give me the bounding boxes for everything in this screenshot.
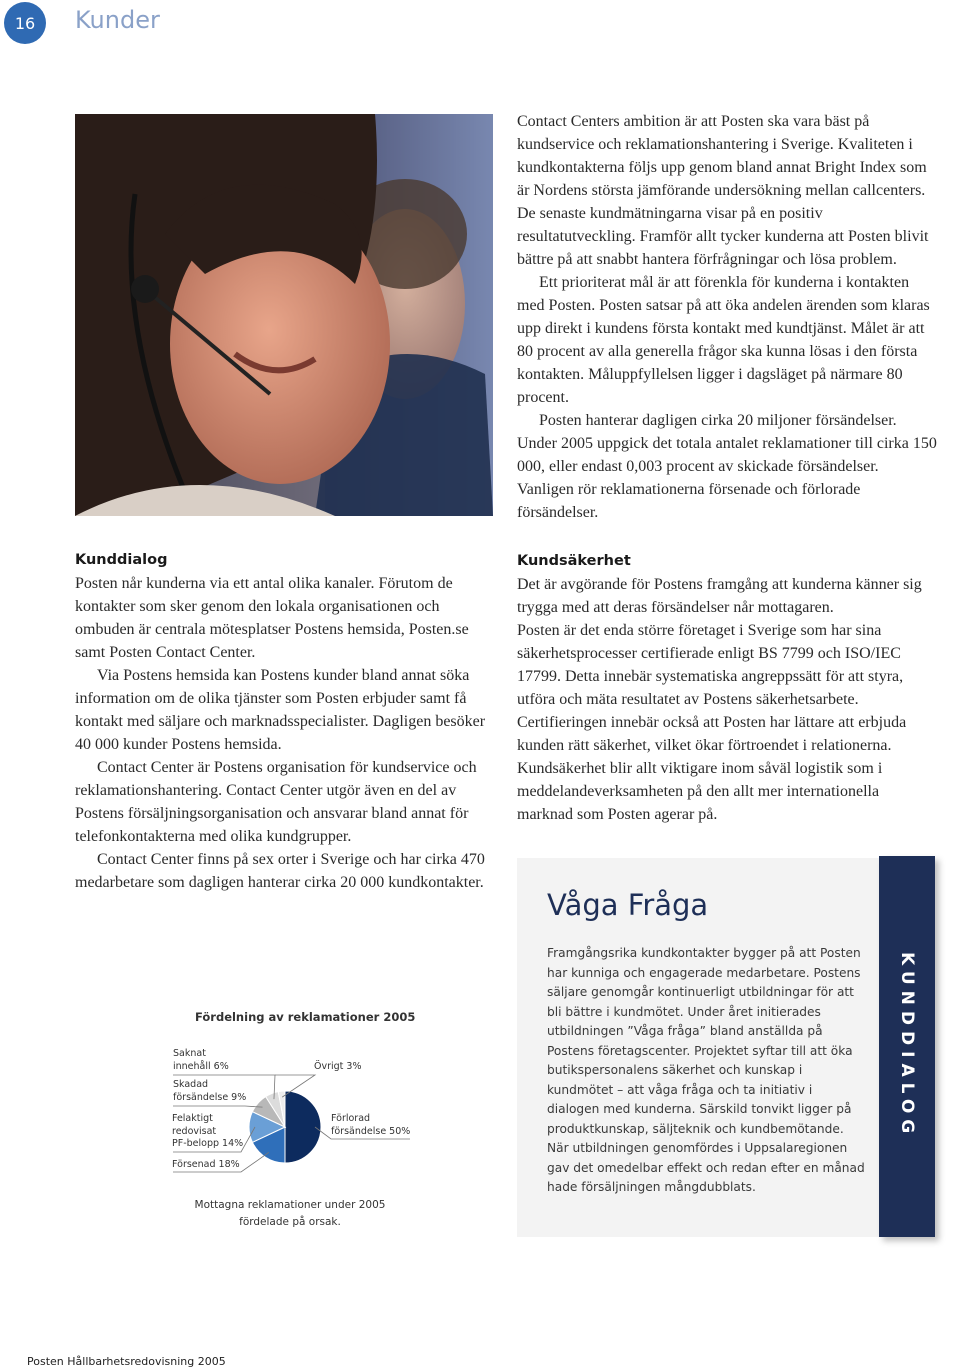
label-ovrigt: Övrigt 3% [314,1061,362,1072]
kunddialog-paragraph: Contact Center finns på sex orter i Sverige och har cirka 470 medarbetare som dagligen hanterar cirka 20 000 kundkontakter. [75,851,485,891]
box-title: Våga Fråga [547,888,709,922]
intro-paragraph: Ett prioriterat mål är att förenkla för kunderna i kontakten med Posten. Posten satsar på att öka andelen ärenden som klaras upp direkt i kundens första kontakt med kundtjänst. Målet är att 80 procent av alla generella frågor ska kunna lösas i den första kontakten. Måluppfyllelsen ligger i dagsläget på närmare 80 procent. [517,274,930,406]
label-felaktigt: Felaktigt redovisat PF-belopp 14% [172,1113,244,1149]
label-forlorad: Förlorad försändelse 50% [331,1113,411,1137]
section-tab [879,856,935,1237]
label-forsenad: Försenad 18% [172,1159,240,1170]
intro-paragraph: Posten hanterar dagligen cirka 20 miljoner försändelser. Under 2005 uppgick det totala antalet reklamationer till cirka 150 000, eller endast 0,003 procent av skickade försändelser. Vanligen rör reklamationerna försenade och förlorade försändelser. [517,412,937,521]
kunddialog-paragraph: Via Postens hemsida kan Postens kunder bland annat söka information om de olika tjänster som Posten erbjuder samt få kontakt med säljare och marknadsspecialister. Dagligen besöker 40 000 kunder Postens hemsida. [75,667,486,753]
intro-paragraph: Contact Centers ambition är att Posten ska vara bäst på kundservice och reklamationshantering i Sverige. Kvaliteten i kundkontakterna följs upp genom bland annat Bright Index som är Nordens största jämförande undersökning mellan callcenters. De senaste kundmätningarna visar på en positiv resultatutveckling. Framför allt tycker kunderna att Posten blivit bättre på att snabbt hantera förfrågningar och lösa problem. [517,113,929,268]
footer-text: Posten Hållbarhetsredovisning 2005 [27,1355,226,1368]
vaga-fraga-box [517,858,879,1237]
kundsakerhet-paragraph: Det är avgörande för Postens framgång att kunderna känner sig trygga med att deras försändelser når mottagaren. [517,576,922,616]
kunddialog-heading: Kunddialog [75,552,168,568]
chart-title: Fördelning av reklamationer 2005 [195,1010,416,1024]
kunddialog-paragraph: Contact Center är Postens organisation för kundservice och reklamationshantering. Contact Center utgör även en del av Postens försäljningsorganisation och ansvarar bland annat för telefonkontakterna med olika kundgrupper. [75,759,477,845]
chart-caption: Mottagna reklamationer under 2005 fördelade på orsak. [194,1199,386,1228]
tab-label: KUNDDIALOG [897,952,917,1140]
intro-text [517,110,937,524]
kunddialog-paragraph: Posten når kunderna via ett antal olika kanaler. Förutom de kontakter som sker genom den lokala organisationen och ombuden är centrala mötesplatser Postens hemsida, Posten.se samt Posten Contact Center. [75,575,469,661]
page-number: 16 [14,13,36,33]
customer-service-photo [75,114,493,516]
headset-agent-illustration [75,114,493,516]
leader-line [173,1106,262,1107]
kundsakerhet-section [517,550,937,826]
kundsakerhet-paragraph: Posten är det enda större företaget i Sverige som har sina säkerhetsprocesser certifierade enligt BS 7799 och ISO/IEC 17799. Detta innebär systematiska angreppssätt för att styra, utföra och mäta resultatet av Postens säkerhetsarbete. Certifieringen innebär också att Posten har lättare att erbjuda kunden rätt säkerhet, vilket ökar förtroendet i relationerna. Kundsäkerhet blir allt viktigare inom såväl logistik som i meddelandeverksamheten på den allt mer internationella marknad som Posten agerar på. [517,622,907,823]
label-skadad: Skadad försändelse 9% [173,1079,247,1103]
section-title: Kunder [75,6,160,34]
label-saknat-innehall: Saknat innehåll 6% [173,1048,229,1072]
kundsakerhet-heading: Kundsäkerhet [517,553,631,569]
box-text: Framgångsrika kundkontakter bygger på att Posten har kunniga och engagerade medarbetare. Postens säljare genomgår kontinuerligt utbildningar för att bli bättre i kundmötet. Under året initierades utbildningen ”Våga fråga” bland anställda på Postens företagscenter. Projektet syftar till att öka butikspersonalens säkerhet och kunskap i kundmötet – att våga fråga och ta initiativ i dialogen med kunderna. Särskild tonvikt ligger på produktkunskap, säljteknik och kundbemötande. När utbildningen genomfördes i Uppsalaregionen gav det omedelbar effekt och redan efter en månad hade försäljningen mångdubblats. [547,946,865,1194]
kunddialog-section [75,549,487,894]
page-number-badge [4,2,46,44]
complaints-pie-chart [165,1005,425,1235]
